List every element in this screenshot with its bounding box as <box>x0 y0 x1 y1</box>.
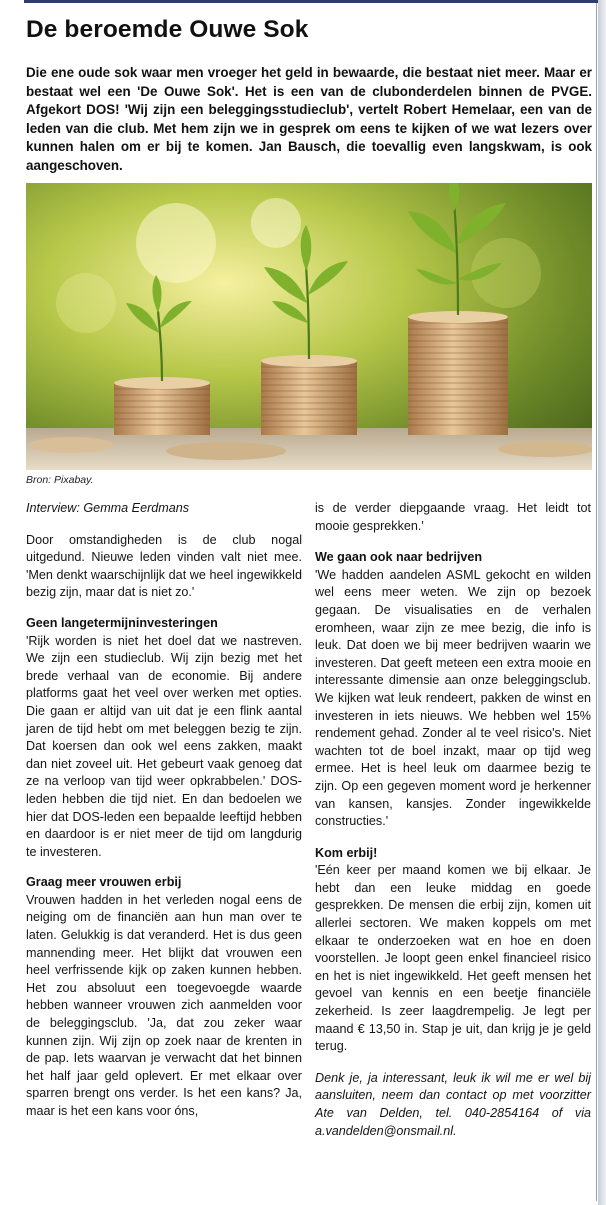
section-paragraph: Vrouwen hadden in het verleden nogal eens de neiging om de financiën aan hun man over te laten. Gelukkig is dat veranderd. Het is dus geen mannending meer. Het blijkt dat vrouwen een heel verfrissende kijk op zaken kunnen hebben. Het zou absoluut een toegevoegde waarde hebben wanneer vrouwen zich aanmelden voor de beleggingsclub. 'Ja, dat zou zeker waar kunnen zijn. Wij zijn op zoek naar de krenten in de pap. Iets waarvan je verwacht dat het binnen het half jaar geld oplevert. Er met elkaar over sparren brengt ons verder. Is het een kans? Ja, maar is het een kans voor óns, <box>26 892 302 1118</box>
top-rule <box>24 0 606 3</box>
article-title: De beroemde Ouwe Sok <box>26 16 309 43</box>
article-column-right <box>315 500 591 1140</box>
spacer <box>315 535 591 549</box>
section-paragraph: 'Eén keer per maand komen we bij elkaar. Je hebt dan een leuke middag en goede gesprekken. De mensen die erbij zijn, komen uit allerlei sectoren. We maken koppels om met elkaar te onderzoeken wat en hoe en doen voorstellen. Je loopt geen enkel financieel risico en het is niet ingewikkeld. Het geeft mensen het gevoel van kennis en een beetje financiële zekerheid. Is zeer laagdrempelig. Je legt per maand € 13,50 in. Stap je uit, dan krijg je je geld terug. <box>315 863 591 1054</box>
article-photo <box>26 183 592 470</box>
photo-credit: Bron: Pixabay. <box>26 474 94 486</box>
page-edge <box>598 0 606 1205</box>
section-heading: Graag meer vrouwen erbij <box>26 875 182 890</box>
section-paragraph: 'We hadden aandelen ASML gekocht en wilden wel eens meer weten. We zijn op bezoek gegaan. De visualisaties en de verhalen eromheen, waar zijn ze mee bezig, die info is leuk. Dat doen we bij meer bedrijven waarin we investeren. Dat geeft meteen een extra mooie en interessante dimensie aan onze beleggingsclub. We kijken wat leuk rendeert, pakken de winst en investeren in iets nieuws. We hebben wel 15% rendement gehad. Zonder al te veel risico's. Niet wachten tot de boel inzakt, maar op tijd weg ermee. Het is heel leuk om daarmee bezig te zijn. Op een gegeven moment word je herkenner van kansen, kansjes. Zonder ingewikkelde constructies.' <box>315 567 591 829</box>
opening-paragraph: Door omstandigheden is de club nogal uitgedund. Nieuwe leden vinden valt niet mee. 'Men denkt waarschijnlijk dat we heel ingewikkeld bezig zijn, maar dat is niet zo.' <box>26 532 302 600</box>
spacer <box>26 861 302 874</box>
right-rule <box>596 3 597 1201</box>
article-intro: Die ene oude sok waar men vroeger het geld in bewaarde, die bestaat niet meer. Maar er bestaat wel een 'De Ouwe Sok'. Het is een van de clubonderdelen binnen de PVGE. Afgekort DOS! 'Wij zijn een beleggingsstudieclub', vertelt Robert Hemelaar, een van de leden van die club. Met hem zijn we in gesprek om eens te kijken of we wat lezers over kunnen halen om er bij te komen. Jan Bausch, die toevallig even langskwam, is ook aangeschoven. <box>26 65 592 173</box>
spacer <box>315 831 591 845</box>
section-paragraph: 'Rijk worden is niet het doel dat we nastreven. We zijn een studieclub. Wij zijn bezig met het brede verhaal van de economie. Bij andere platforms gaat het veel over werken met opties. Die gaan er altijd van uit dat je een flink aantal jaren de tijd hebt om met beleggen bezig te zijn. Dat koersen dan ook wel eens zakken, maakt dan niet zoveel uit. Het gebeurt vaak genoeg dat ze na verloop van tijd weer opkrabbelen.' DOS-leden hebben die tijd niet. En dan bedoelen we hier dat DOS-leden een bepaalde leeftijd hebben en daardoor is er niet meer de tijd om langdurig te investeren. <box>26 633 302 859</box>
article-column-left <box>26 500 302 1121</box>
section-heading: Kom erbij! <box>315 845 378 860</box>
section-heading: Geen langetermijninvesteringen <box>26 615 218 630</box>
spacer <box>26 602 302 615</box>
contact-paragraph: Denk je, ja interessant, leuk ik wil me er wel bij aansluiten, neem dan contact op met voorzitter Ate van Delden, tel. 040-2854164 of via a.vandelden@onsmail.nl. <box>315 1070 591 1138</box>
interview-credit: Interview: Gemma Eerdmans <box>26 501 190 515</box>
section-heading: We gaan ook naar bedrijven <box>315 550 483 565</box>
spacer <box>315 1056 591 1070</box>
continued-paragraph: is de verder diepgaande vraag. Het leidt tot mooie gesprekken.' <box>315 501 591 533</box>
